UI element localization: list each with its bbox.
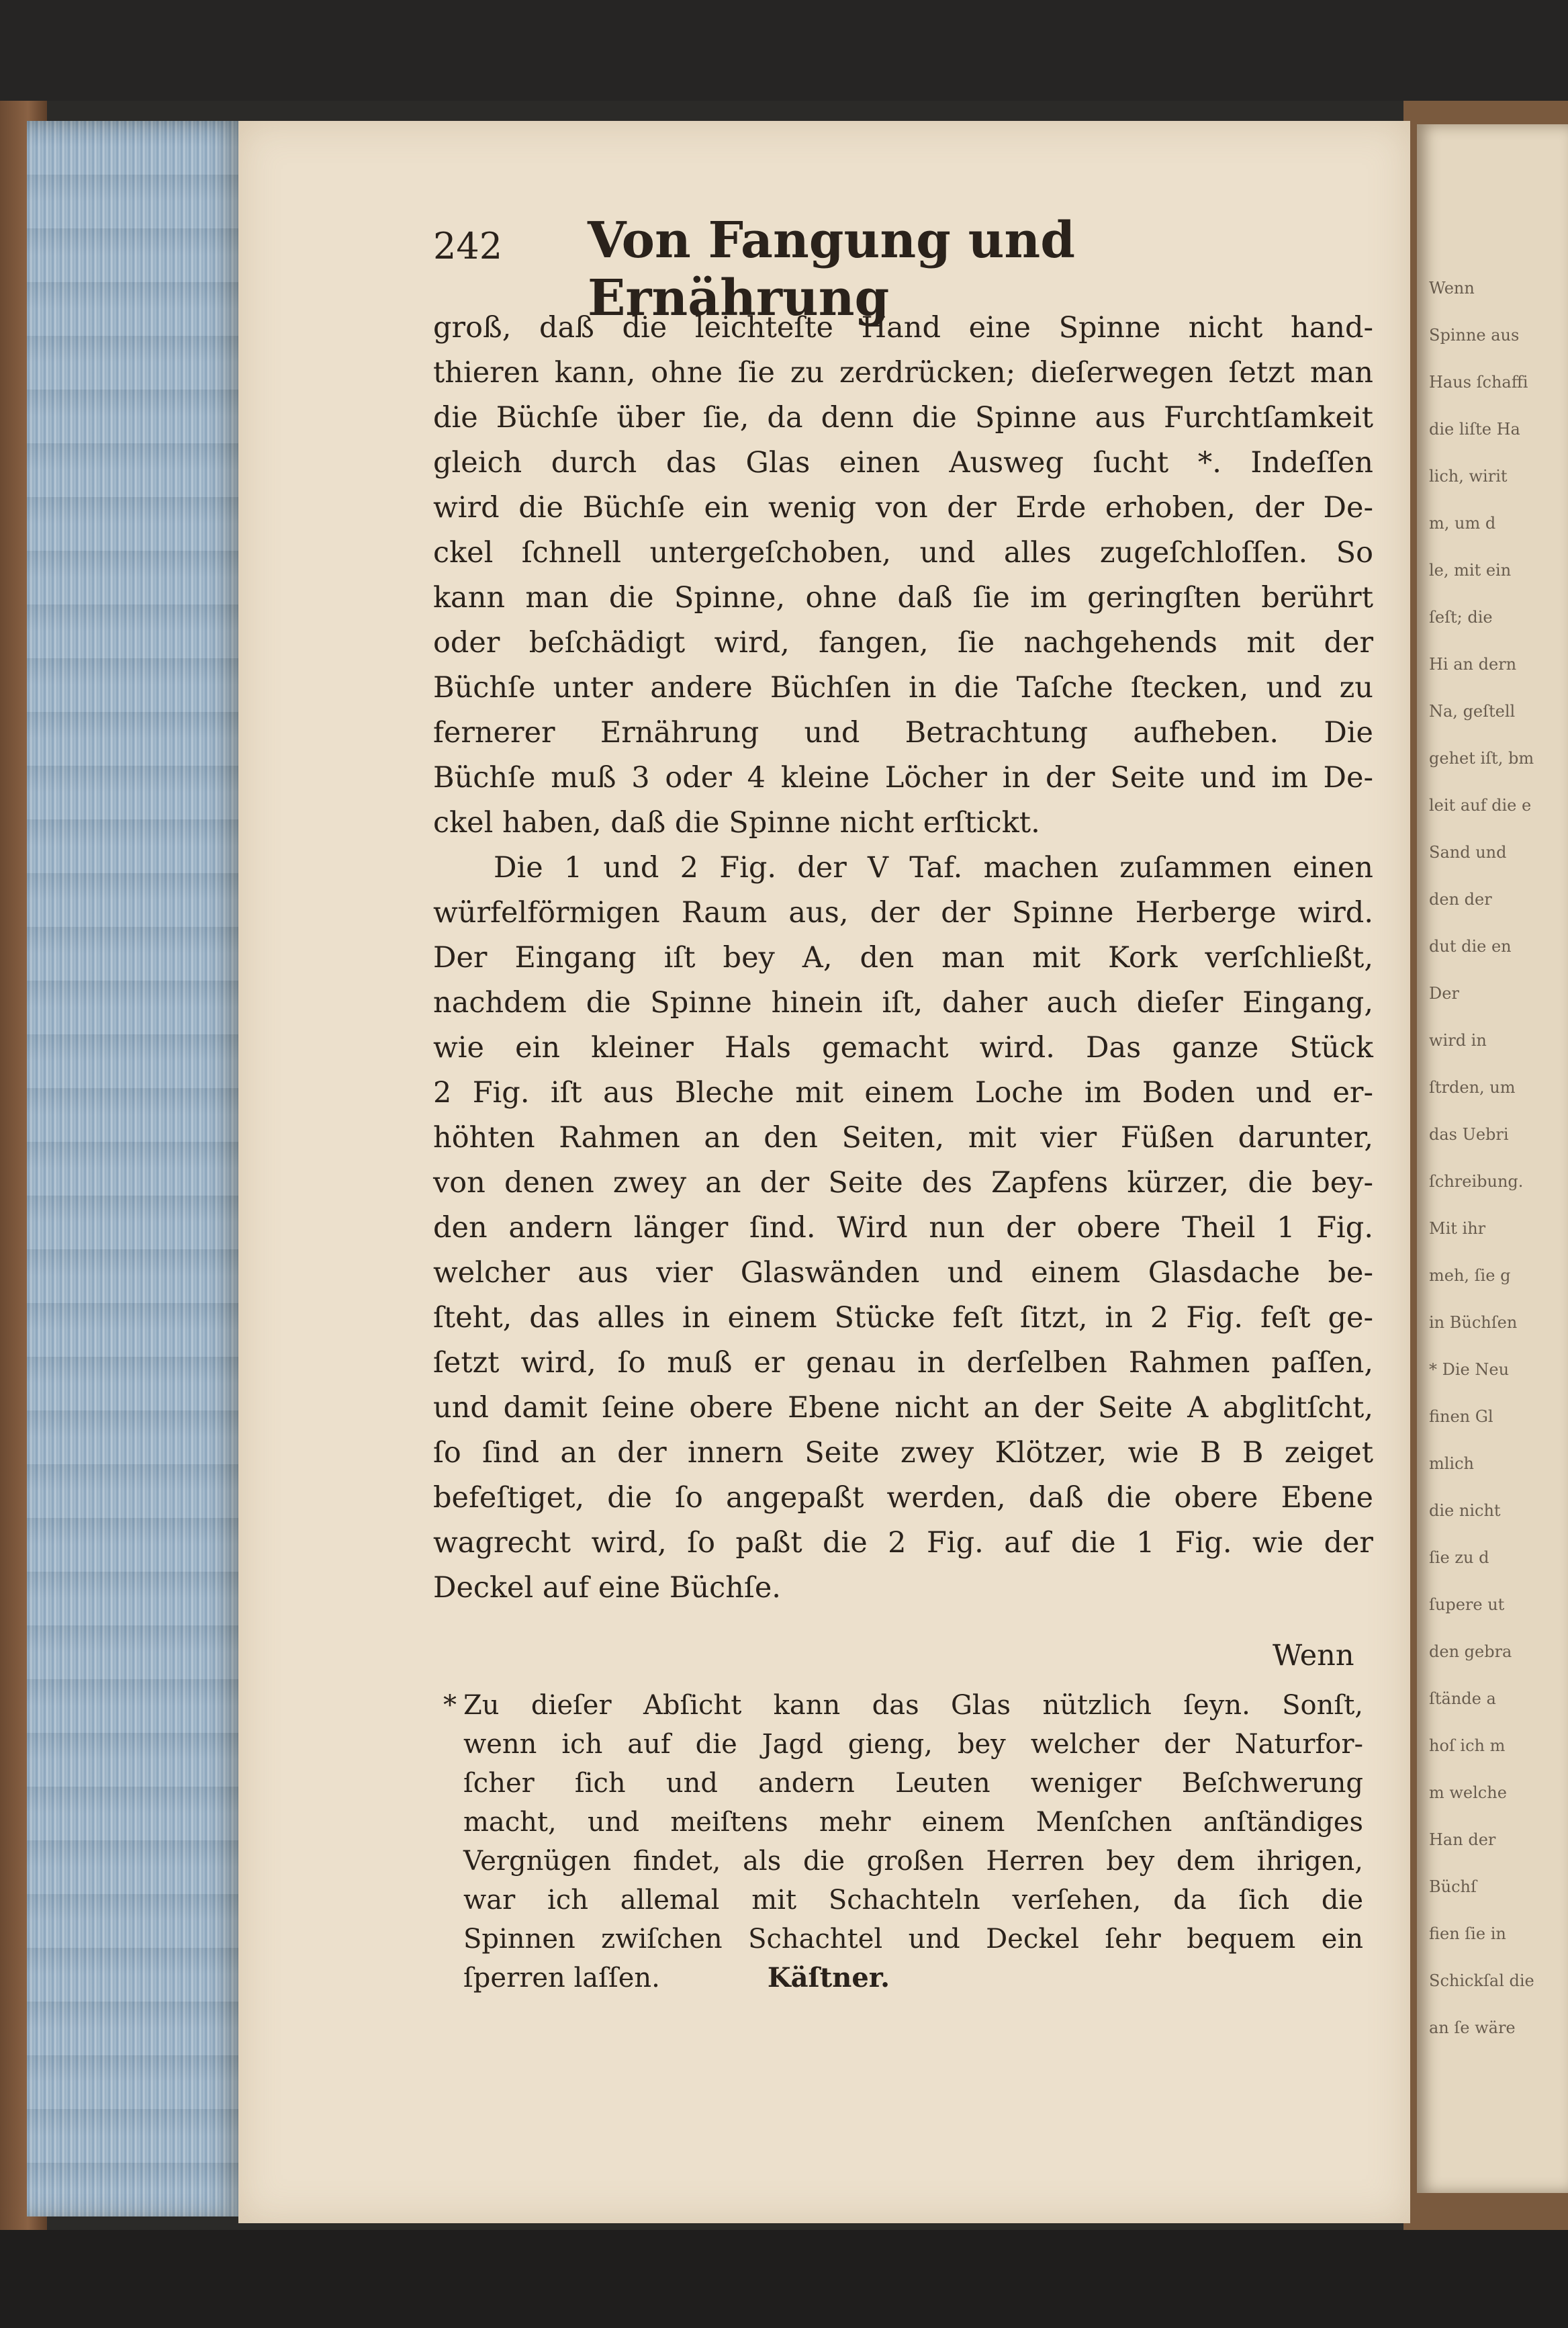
facing-page-fragment: * Die Neu (1429, 1360, 1510, 1379)
facing-page-fragment: lich, wirit (1429, 467, 1508, 486)
facing-page-fragment: le, mit ein (1429, 561, 1512, 580)
facing-page-fragment: ſupere ut (1429, 1595, 1505, 1614)
facing-page-fragment: m, um d (1429, 514, 1496, 533)
facing-page-fragment: den gebra (1429, 1642, 1512, 1661)
body-line: gleich durch das Glas einen Ausweg ſucht *. Indeſſen (433, 446, 1373, 480)
facing-page-fragment: die nicht (1429, 1501, 1501, 1520)
facing-page (1417, 124, 1568, 2193)
body-line: fernerer Ernährung und Betrachtung aufheben. Die (433, 716, 1373, 750)
body-line: ſetzt wird, ſo muß er genau in derſelben Rahmen paſſen, (433, 1346, 1373, 1380)
page-number: 242 (433, 225, 503, 267)
body-line: kann man die Spinne, ohne daß ſie im geringſten berührt (433, 581, 1373, 615)
facing-page-fragment: m welche (1429, 1783, 1507, 1802)
facing-page-fragment: das Uebri (1429, 1125, 1509, 1144)
catchword: Wenn (1273, 1639, 1354, 1672)
body-line: befeſtiget, die ſo angepaßt werden, daß die obere Ebene (433, 1481, 1373, 1515)
facing-page-fragment: gehet iſt, bm (1429, 749, 1534, 768)
facing-page-fragment: Spinne aus (1429, 326, 1520, 345)
body-line: 2 Fig. iſt aus Bleche mit einem Loche im Boden und er- (433, 1076, 1373, 1110)
facing-page-fragment: Wenn (1429, 279, 1475, 298)
facing-page-fragment: in Büchſen (1429, 1313, 1518, 1332)
facing-page-fragment: Han der (1429, 1830, 1496, 1849)
body-line: wie ein kleiner Hals gemacht wird. Das ganze Stück (433, 1031, 1373, 1065)
body-line: Büchſe unter andere Büchſen in die Taſche ſtecken, und zu (433, 671, 1373, 705)
facing-page-fragment: ſeſt; die (1429, 608, 1493, 627)
body-line: ſteht, das alles in einem Stücke feſt ſitzt, in 2 Fig. feſt ge- (433, 1301, 1373, 1335)
scan-background-bottom (0, 2230, 1568, 2328)
footnote-line: wenn ich auf die Jagd gieng, bey welcher der Naturfor- (463, 1729, 1363, 1760)
facing-page-fragment: Hi an dern (1429, 655, 1517, 674)
body-line: die Büchſe über ſie, da denn die Spinne aus Furchtſamkeit (433, 401, 1373, 435)
body-line: nachdem die Spinne hinein iſt, daher auch dieſer Eingang, (433, 986, 1373, 1020)
body-line: und damit ſeine obere Ebene nicht an der Seite A abglitſcht, (433, 1391, 1373, 1425)
body-line: thieren kann, ohne ſie zu zerdrücken; dieſerwegen ſetzt man (433, 356, 1373, 390)
footnote-line: Vergnügen findet, als die großen Herren bey dem ihrigen, (463, 1846, 1363, 1877)
footnote-author: Käſtner. (767, 1962, 890, 1994)
facing-page-fragment: Haus ſchaffi (1429, 373, 1528, 392)
footnote-mark: * (443, 1690, 457, 1721)
body-line: oder beſchädigt wird, fangen, ſie nachgehends mit der (433, 626, 1373, 660)
facing-page-fragment: an ſe wäre (1429, 2018, 1516, 2037)
facing-page-fragment: ſtände a (1429, 1689, 1496, 1708)
facing-page-fragment: meh, ſie g (1429, 1266, 1511, 1285)
running-head-title: Von Fangung und Ernährung (588, 212, 1075, 327)
body-line: wird die Büchſe ein wenig von der Erde erhoben, der De- (433, 491, 1373, 525)
body-line: ckel ſchnell untergeſchoben, und alles zugeſchloſſen. So (433, 536, 1373, 570)
facing-page-fragment: Sand und (1429, 843, 1507, 862)
body-line: groß, daß die leichteſte Hand eine Spinne nicht hand- (433, 311, 1373, 345)
footnote-line: war ich allemal mit Schachteln verſehen, da ſich die (463, 1885, 1363, 1916)
page-edges-marbled (27, 121, 242, 2217)
facing-page-fragment: ſchreibung. (1429, 1172, 1524, 1191)
footnote-line: Zu dieſer Abſicht kann das Glas nützlich ſeyn. Sonſt, (463, 1690, 1363, 1721)
body-line: Büchſe muß 3 oder 4 kleine Löcher in der Seite und im De- (433, 761, 1373, 795)
body-line: ckel haben, daß die Spinne nicht erſtickt. (433, 806, 1040, 840)
facing-page-fragment: fien ſie in (1429, 1924, 1506, 1943)
running-head (433, 205, 1373, 327)
footnote-line: macht, und meiſtens mehr einem Menſchen anſtändiges (463, 1807, 1363, 1838)
facing-page-fragment: Der (1429, 984, 1459, 1003)
facing-page-fragment: Mit ihr (1429, 1219, 1486, 1238)
body-line: ſo ſind an der innern Seite zwey Klötzer, wie B B zeiget (433, 1436, 1373, 1470)
body-line: Der Eingang iſt bey A, den man mit Kork verſchließt, (433, 941, 1373, 975)
footnote-line: Spinnen zwiſchen Schachtel und Deckel ſehr bequem ein (463, 1924, 1363, 1955)
body-line: Deckel auf eine Büchſe. (433, 1571, 781, 1605)
facing-page-fragment: mlich (1429, 1454, 1475, 1473)
facing-page-fragment: die liſte Ha (1429, 420, 1520, 439)
footnote-line: ſcher ſich und andern Leuten weniger Beſchwerung (463, 1768, 1363, 1799)
body-line: Die 1 und 2 Fig. der V Taf. machen zuſammen einen (494, 851, 1373, 885)
body-line: von denen zwey an der Seite des Zapfens kürzer, die bey- (433, 1166, 1373, 1200)
facing-page-fragment: Büchſ (1429, 1877, 1477, 1896)
facing-page-fragment: wird in (1429, 1031, 1487, 1050)
body-line: höhten Rahmen an den Seiten, mit vier Füßen darunter, (433, 1121, 1373, 1155)
body-line: den andern länger ſind. Wird nun der obere Theil 1 Fig. (433, 1211, 1373, 1245)
footnote-line: ſperren laſſen. Käſtner. (463, 1962, 890, 1994)
body-line: welcher aus vier Glaswänden und einem Glasdache be- (433, 1256, 1373, 1290)
body-line: wagrecht wird, ſo paßt die 2 Fig. auf die 1 Fig. wie der (433, 1526, 1373, 1560)
facing-page-fragment: den der (1429, 890, 1492, 909)
footnote-lines (463, 1686, 1363, 1998)
facing-page-fragment: dut die en (1429, 937, 1512, 956)
facing-page-fragment: finen Gl (1429, 1407, 1493, 1426)
facing-page-fragment: ſie zu d (1429, 1548, 1489, 1567)
footnote (443, 1686, 1363, 1998)
facing-page-fragment: Schickſal die (1429, 1971, 1534, 1990)
body-line: würfelförmigen Raum aus, der der Spinne Herberge wird. (433, 896, 1373, 930)
facing-page-fragment: hoſ ich m (1429, 1736, 1506, 1755)
scan-background-top (0, 0, 1568, 101)
body-text (433, 306, 1373, 1611)
facing-page-fragment: leit auf die e (1429, 796, 1532, 815)
facing-page-fragment: ſtrden, um (1429, 1078, 1516, 1097)
facing-page-fragment: Na, geſtell (1429, 702, 1516, 721)
